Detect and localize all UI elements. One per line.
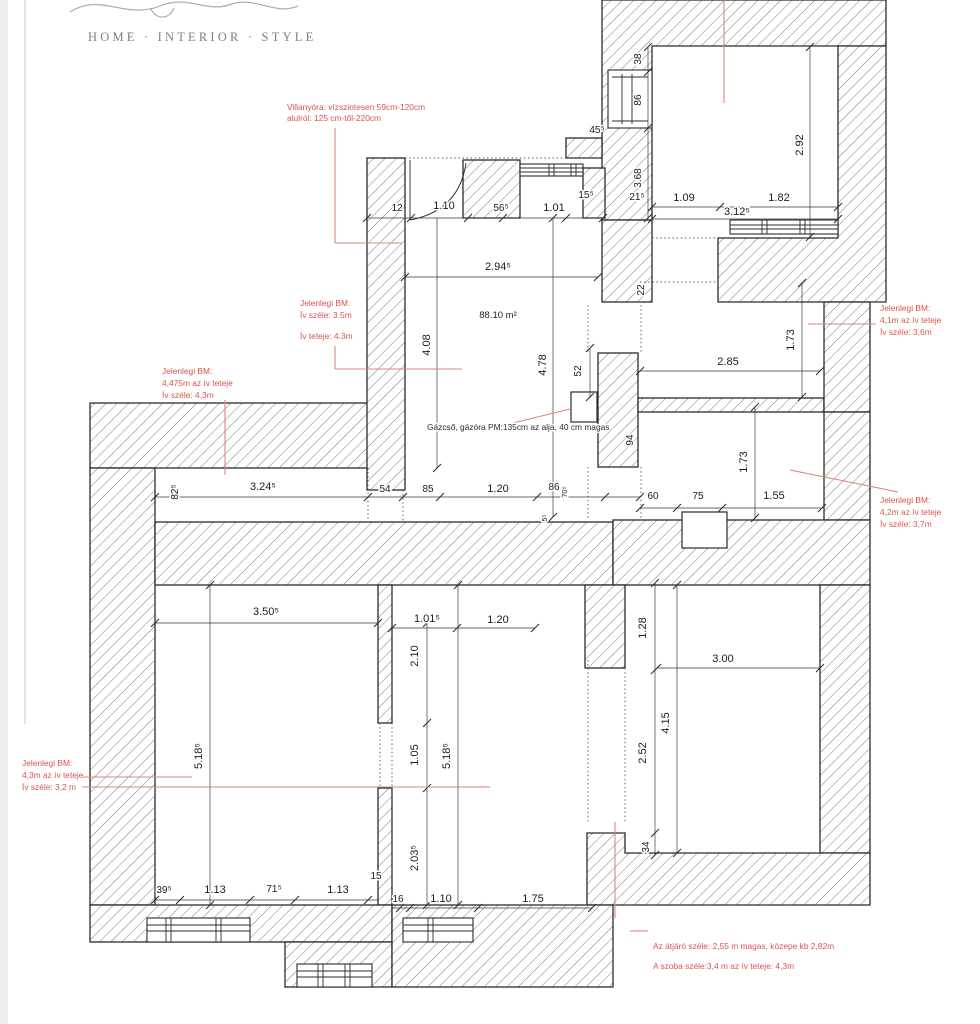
- window-topright-south: [730, 220, 838, 234]
- dim-label: 1.73: [738, 451, 750, 473]
- dim-label: 2.92: [794, 134, 806, 156]
- annotation-villanyora: [287, 102, 425, 123]
- room-area-label: 88.10 m²: [479, 310, 517, 321]
- logo-script-flourish-icon: [70, 2, 298, 12]
- wall-east-lower: [824, 412, 870, 520]
- dim-label: 21⁵: [629, 192, 645, 203]
- annotation-line: Az átjáró széle: 2,55 m magas, közepe kb 2,82m: [653, 941, 835, 951]
- dim-label: 1.82: [768, 192, 790, 204]
- annotation-line: Ív széle: 4,3m: [162, 390, 214, 400]
- dim-label: 3.24⁵: [250, 481, 276, 493]
- dim-label: 71⁵: [266, 884, 282, 895]
- logo-script-loop-icon: [150, 8, 174, 17]
- brand-logo: [70, 2, 316, 44]
- dim-label: 22: [636, 284, 647, 296]
- window-bottom-left: [147, 918, 250, 942]
- dim-label: 1.28: [637, 617, 649, 639]
- wall-west-outer: [90, 468, 155, 905]
- dim-label: 4.08: [421, 334, 433, 356]
- wall-bottomright-north: [613, 520, 870, 585]
- dim-label: 3.12⁵: [724, 206, 750, 218]
- dim-label: 1.10: [430, 893, 452, 905]
- annotation-line: 4,2m az ív teteje: [880, 507, 942, 517]
- annotation-line: Jelenlegi BM:: [880, 495, 931, 505]
- dim-label: 5.18⁵: [441, 743, 453, 769]
- dim-label: 86: [633, 94, 644, 106]
- annotation-bm-hall: [300, 298, 353, 341]
- dim-label: 34: [641, 841, 652, 853]
- dim-label: 2.85: [717, 356, 739, 368]
- wall-bottomright-east: [820, 585, 870, 853]
- dim-label: 1.05: [409, 744, 421, 766]
- annotation-bm-right-lower: [880, 495, 942, 529]
- annotation-line: 4,3m az ív teteje: [22, 770, 84, 780]
- wall-leftroom-east-lower: [378, 788, 392, 905]
- dim-label: 82⁵: [170, 484, 181, 500]
- dim-label: 3.68: [633, 168, 644, 188]
- dim-label: 85: [422, 484, 434, 495]
- wall-east-upper: [824, 302, 870, 412]
- wall-topright-east: [718, 46, 886, 302]
- wall-midright-divider: [638, 398, 824, 412]
- annotation-line: Ív teteje: 4.3m: [300, 331, 353, 341]
- annotation-line: Ív széle: 3.5m: [300, 310, 352, 320]
- dim-label: 5⁵: [540, 514, 549, 522]
- dim-label: 54: [379, 484, 391, 495]
- annotation-line: Villanyóra: vízszintesen 59cm-120cm: [287, 102, 426, 112]
- dim-label: 2.52: [637, 742, 649, 764]
- dim-label: 5.18⁵: [193, 743, 205, 769]
- annotation-line: A szoba széle:3,4 m az ív teteje: 4,3m: [653, 961, 795, 971]
- wall-pillar: [598, 353, 638, 467]
- annotation-line: Jelenlegi BM:: [880, 303, 931, 313]
- dim-label: 2.94⁵: [485, 261, 511, 273]
- wall-bottom-center-band: [392, 905, 613, 987]
- dim-label: 16: [392, 894, 404, 905]
- dim-label: 86: [548, 482, 560, 493]
- dim-label: 1.09: [673, 192, 695, 204]
- brand-tagline: HOME · INTERIOR · STYLE: [88, 30, 317, 44]
- wall-step: [566, 138, 602, 158]
- annotation-line: Ív széle: 3,2 m: [22, 782, 76, 792]
- dim-label: 1.20: [487, 483, 509, 495]
- dim-label: 2.10: [409, 645, 421, 667]
- dim-label: 39⁵: [156, 885, 172, 896]
- dim-label: 52: [573, 365, 584, 377]
- annotation-bm-right-upper: [880, 303, 942, 337]
- dim-label: 1.01⁵: [414, 613, 440, 625]
- page-left-strip: [0, 0, 8, 1024]
- window-entry-top: [520, 164, 583, 176]
- window-topright-west: [608, 70, 652, 128]
- annotation-bm-corridor: [162, 366, 233, 400]
- window-bottom-center: [403, 918, 473, 942]
- dim-label: 2.03⁵: [409, 845, 421, 871]
- wall-corridor-north: [90, 403, 368, 468]
- dim-label: 38: [633, 53, 644, 65]
- dim-label: 15⁵: [578, 190, 594, 201]
- wall-leftroom-east-upper: [378, 585, 392, 723]
- wall-bottomright-stub: [585, 585, 625, 668]
- wall-niche-box: [682, 512, 727, 548]
- window-bottom-bump: [297, 964, 372, 987]
- annotation-line: alulról: 125 cm-től-220cm: [287, 113, 382, 123]
- gas-meter-box: [571, 392, 597, 422]
- dim-label: 94: [625, 434, 636, 446]
- dim-label: 1.20: [487, 614, 509, 626]
- dim-label: 60: [647, 491, 659, 502]
- annotation-line: Jelenlegi BM:: [300, 298, 351, 308]
- dim-label: 12: [391, 203, 403, 214]
- dim-label: 1.55: [763, 490, 785, 502]
- annotation-line: 4,1m az ív teteje: [880, 315, 942, 325]
- dim-label: 70⁵: [560, 486, 569, 498]
- annotation-line: Ív széle: 3,7m: [880, 519, 932, 529]
- dim-label: 1.10: [433, 200, 455, 212]
- dim-label: 1.75: [522, 893, 544, 905]
- annotation-bm-left-room: [22, 758, 84, 792]
- dim-label: 1.01: [543, 202, 565, 214]
- annotation-line: Ív széle: 3,6m: [880, 327, 932, 337]
- annotation-line: 4,475m az ív teteje: [162, 378, 233, 388]
- gas-note: Gázcső, gázóra PM:135cm az alja, 40 cm magas: [427, 422, 610, 432]
- dim-label: 4.15: [660, 712, 672, 734]
- dim-label: 15: [370, 871, 382, 882]
- dim-label: 3.00: [712, 653, 734, 665]
- annotation-line: Jelenlegi BM:: [162, 366, 213, 376]
- wall-entry-pier-a: [463, 160, 520, 218]
- dim-label: 1.13: [327, 884, 349, 896]
- wall-corridor-south: [155, 522, 613, 585]
- dim-label: 56⁵: [493, 203, 509, 214]
- dim-label: 3.50⁵: [253, 606, 279, 618]
- annotation-bottom-notes: [653, 941, 834, 971]
- dim-label: 75: [692, 491, 704, 502]
- dim-label: 1.13: [204, 884, 226, 896]
- dim-label: 45⁵: [589, 125, 605, 136]
- annotation-line: Jelenlegi BM:: [22, 758, 73, 768]
- dim-label: 4.78: [537, 354, 549, 376]
- dim-label: 1.73: [785, 329, 797, 351]
